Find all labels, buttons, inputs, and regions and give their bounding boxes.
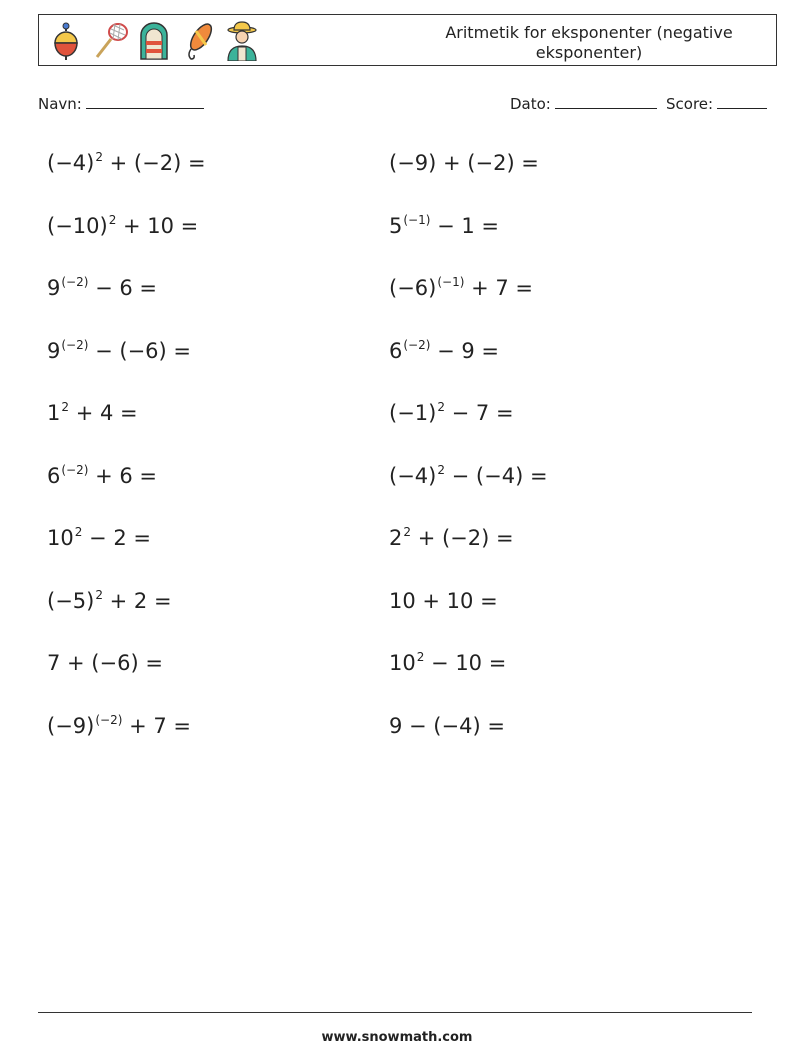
math-problem [47, 525, 151, 550]
problem-base: 9 − (−4) = [389, 714, 505, 738]
problem-base: (−9) + (−2) = [389, 151, 539, 175]
math-problem [389, 650, 506, 675]
problem-exponent: 2 [403, 525, 412, 539]
math-problem [389, 400, 514, 425]
problem-rest: + (−2) = [411, 526, 514, 550]
problem-exponent: (−2) [403, 338, 431, 352]
math-problem [389, 588, 499, 613]
math-problem [47, 713, 191, 738]
score-label: Score: [666, 95, 714, 113]
problem-base: (−4) [47, 151, 95, 175]
problem-rest: + 7 = [122, 714, 191, 738]
problem-rest: + 6 = [88, 464, 158, 488]
math-problem [389, 463, 548, 488]
problem-base: 9 [47, 339, 61, 363]
problem-rest: − 2 = [82, 526, 151, 550]
math-problem [47, 213, 198, 238]
problem-base: (−10) [47, 214, 108, 238]
math-problem [389, 150, 540, 175]
problem-base: 10 [389, 651, 416, 675]
score-blank[interactable] [717, 92, 767, 109]
problem-base: 1 [47, 401, 61, 425]
problem-exponent: 2 [437, 463, 445, 477]
worksheet-title: Aritmetik for eksponenter (negative eksponenter) [445, 23, 733, 62]
problem-exponent: (−2) [95, 713, 123, 727]
fisherman-icon [223, 21, 261, 61]
math-problem [389, 525, 514, 550]
problem-base: (−1) [389, 401, 437, 425]
problem-base: (−4) [389, 464, 437, 488]
name-label: Navn: [38, 95, 82, 113]
problem-rest: + (−2) = [102, 151, 206, 175]
problem-rest: + 7 = [464, 276, 533, 300]
problem-exponent: 2 [95, 588, 103, 602]
problem-rest: − 6 = [88, 276, 158, 300]
math-problem [47, 275, 157, 300]
math-problem [389, 338, 499, 363]
math-problem [389, 713, 506, 738]
problem-exponent: 2 [437, 400, 445, 414]
problem-base: 6 [47, 464, 61, 488]
date-label: Dato: [510, 95, 551, 113]
math-problem [47, 463, 157, 488]
header-icons [47, 19, 261, 63]
math-problem [47, 650, 164, 675]
problem-rest: − 9 = [430, 339, 500, 363]
problem-exponent: 2 [95, 150, 103, 164]
name-field [38, 92, 204, 113]
footer-url: www.snowmath.com [321, 1030, 473, 1045]
date-field [510, 92, 657, 113]
date-blank[interactable] [555, 92, 657, 109]
math-problem [47, 338, 191, 363]
problem-exponent: (−1) [403, 213, 431, 227]
footer-rule [38, 1012, 752, 1013]
fishing-net-icon [91, 21, 129, 61]
problem-base: 9 [47, 276, 61, 300]
problem-exponent: (−2) [61, 463, 89, 477]
problem-base: 2 [389, 526, 403, 550]
problem-base: (−6) [389, 276, 437, 300]
fishing-lure-icon [179, 21, 217, 61]
problem-exponent: (−2) [61, 338, 89, 352]
problem-exponent: 2 [416, 650, 425, 664]
math-problem [389, 213, 499, 238]
problem-base: 5 [389, 214, 403, 238]
problem-base: 7 + (−6) = [47, 651, 163, 675]
header-box [38, 14, 777, 66]
problem-rest: + 2 = [102, 589, 172, 613]
fishing-float-icon [47, 21, 85, 61]
math-problem [47, 400, 138, 425]
problem-base: (−9) [47, 714, 95, 738]
boat-icon [135, 21, 173, 61]
problem-base: 6 [389, 339, 403, 363]
problem-rest: + 4 = [69, 401, 138, 425]
math-problem [47, 150, 206, 175]
math-problem [389, 275, 533, 300]
problem-rest: − 10 = [424, 651, 507, 675]
problem-base: 10 + 10 = [389, 589, 498, 613]
problem-rest: − 1 = [430, 214, 500, 238]
score-field [666, 92, 767, 113]
problem-base: (−5) [47, 589, 95, 613]
problem-rest: − 7 = [444, 401, 514, 425]
name-blank[interactable] [86, 92, 204, 109]
problem-exponent: (−2) [61, 275, 89, 289]
problem-exponent: 2 [74, 525, 83, 539]
math-problem [47, 588, 172, 613]
problem-rest: − (−6) = [88, 339, 191, 363]
problem-rest: − (−4) = [444, 464, 548, 488]
problem-rest: + 10 = [116, 214, 199, 238]
problem-exponent: (−1) [437, 275, 465, 289]
problem-exponent: 2 [61, 400, 70, 414]
problem-exponent: 2 [108, 213, 117, 227]
problem-base: 10 [47, 526, 74, 550]
